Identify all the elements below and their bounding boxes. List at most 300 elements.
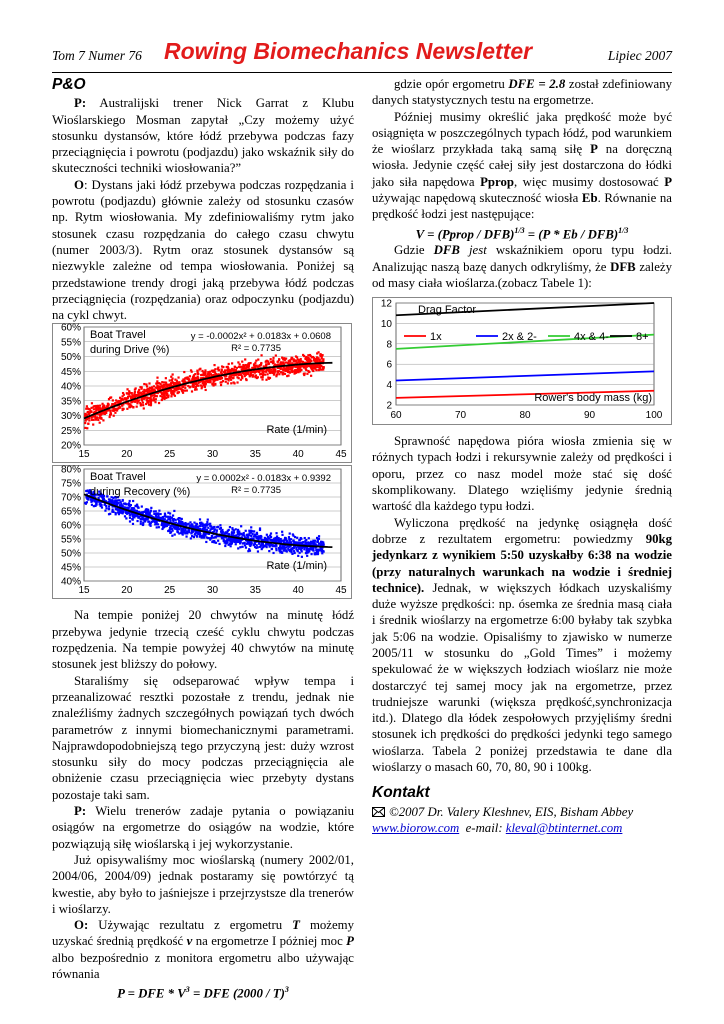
data-point bbox=[281, 534, 283, 536]
data-point bbox=[145, 509, 147, 511]
data-point bbox=[141, 388, 143, 390]
data-point bbox=[217, 526, 219, 528]
data-point bbox=[273, 362, 275, 364]
data-point bbox=[89, 410, 91, 412]
data-point bbox=[279, 546, 281, 548]
data-point bbox=[262, 372, 264, 374]
data-point bbox=[151, 387, 153, 389]
data-point bbox=[265, 379, 267, 381]
data-point bbox=[264, 374, 266, 376]
data-point bbox=[216, 530, 218, 532]
data-point bbox=[259, 365, 261, 367]
email-link[interactable]: kleval@btinternet.com bbox=[505, 820, 623, 835]
x-tick-label: 35 bbox=[249, 449, 261, 461]
data-point bbox=[88, 413, 90, 415]
data-point bbox=[251, 531, 253, 533]
data-point bbox=[139, 402, 141, 404]
data-point bbox=[260, 535, 262, 537]
data-point bbox=[200, 523, 202, 525]
data-point bbox=[104, 510, 106, 512]
data-point bbox=[191, 391, 193, 393]
data-point bbox=[99, 405, 101, 407]
data-point bbox=[138, 389, 140, 391]
data-point bbox=[222, 380, 224, 382]
data-point bbox=[254, 546, 256, 548]
data-point bbox=[242, 534, 244, 536]
y-tick-label: 25% bbox=[60, 426, 81, 438]
section-heading-qa: P&O bbox=[52, 76, 86, 93]
data-point bbox=[275, 550, 277, 552]
data-point bbox=[147, 402, 149, 404]
data-point bbox=[270, 359, 272, 361]
data-point bbox=[322, 366, 324, 368]
right-column bbox=[372, 76, 672, 836]
data-point bbox=[253, 531, 255, 533]
data-point bbox=[129, 500, 131, 502]
data-point bbox=[295, 356, 297, 358]
data-point bbox=[245, 364, 247, 366]
data-point bbox=[132, 508, 134, 510]
data-point bbox=[298, 548, 300, 550]
data-point bbox=[222, 531, 224, 533]
data-point bbox=[124, 503, 126, 505]
data-point bbox=[84, 427, 86, 429]
data-point bbox=[147, 511, 149, 513]
data-point bbox=[222, 366, 224, 368]
x-tick-label: 40 bbox=[292, 585, 304, 597]
data-point bbox=[299, 552, 301, 554]
data-point bbox=[113, 410, 115, 412]
data-point bbox=[285, 537, 287, 539]
data-point bbox=[201, 525, 203, 527]
website-link[interactable]: www.biorow.com bbox=[372, 820, 460, 835]
data-point bbox=[310, 375, 312, 377]
data-point bbox=[143, 398, 145, 400]
chart-title: Drag Factor bbox=[418, 304, 477, 317]
data-point bbox=[245, 530, 247, 532]
data-point bbox=[261, 379, 263, 381]
data-point bbox=[240, 379, 242, 381]
data-point bbox=[170, 396, 172, 398]
data-point bbox=[91, 504, 93, 506]
data-point bbox=[165, 391, 167, 393]
data-point bbox=[146, 397, 148, 399]
paragraph-boat-speed: Później musimy określić jaka prędkość może być osiągnięta w poszczególnych typach łódź, pod warunkiem że wioślarz przykłada taką samą siłę P na doręczną wiosła. Jedynie część całej siły jest dostarczona do łódki jako siła napędowa Pprop, więc musimy dostosować P używając napędową skuteczność wiosła Eb. Równanie na prędkość łodzi jest następujące: bbox=[372, 109, 673, 222]
data-point bbox=[156, 381, 158, 383]
data-point bbox=[291, 367, 293, 369]
data-point bbox=[245, 379, 247, 381]
data-point bbox=[169, 385, 171, 387]
y-tick-label: 4 bbox=[386, 380, 392, 392]
data-point bbox=[253, 367, 255, 369]
data-point bbox=[255, 360, 257, 362]
data-point bbox=[272, 357, 274, 359]
data-point bbox=[217, 540, 219, 542]
x-tick-label: 20 bbox=[121, 585, 133, 597]
data-point bbox=[184, 381, 186, 383]
data-point bbox=[174, 534, 176, 536]
data-point bbox=[256, 532, 258, 534]
data-point bbox=[253, 364, 255, 366]
data-point bbox=[309, 359, 311, 361]
data-point bbox=[143, 393, 145, 395]
chart-title-line1: Boat Travel bbox=[90, 471, 146, 484]
data-point bbox=[113, 403, 115, 405]
data-point bbox=[275, 533, 277, 535]
data-point bbox=[278, 364, 280, 366]
data-point bbox=[195, 526, 197, 528]
data-point bbox=[183, 379, 185, 381]
data-point bbox=[244, 359, 246, 361]
y-tick-label: 6 bbox=[386, 359, 392, 371]
data-point bbox=[257, 366, 259, 368]
data-point bbox=[245, 374, 247, 376]
data-point bbox=[247, 536, 249, 538]
data-point bbox=[221, 377, 223, 379]
data-point bbox=[297, 371, 299, 373]
data-point bbox=[156, 377, 158, 379]
data-point bbox=[273, 374, 275, 376]
data-point bbox=[295, 366, 297, 368]
r-squared: R² = 0.7735 bbox=[231, 343, 281, 355]
data-point bbox=[281, 552, 283, 554]
data-point bbox=[213, 531, 215, 533]
data-point bbox=[176, 531, 178, 533]
x-axis-label: Rate (1/min) bbox=[266, 424, 327, 437]
data-point bbox=[252, 375, 254, 377]
data-point bbox=[286, 551, 288, 553]
data-point bbox=[144, 521, 146, 523]
data-point bbox=[126, 408, 128, 410]
data-point bbox=[220, 384, 222, 386]
data-point bbox=[243, 532, 245, 534]
data-point bbox=[105, 412, 107, 414]
data-point bbox=[322, 551, 324, 553]
data-point bbox=[150, 402, 152, 404]
data-point bbox=[306, 555, 308, 557]
data-point bbox=[185, 536, 187, 538]
data-point bbox=[114, 500, 116, 502]
data-point bbox=[249, 376, 251, 378]
data-point bbox=[161, 523, 163, 525]
data-point bbox=[254, 543, 256, 545]
data-point bbox=[185, 377, 187, 379]
data-point bbox=[88, 420, 90, 422]
data-point bbox=[129, 517, 131, 519]
data-point bbox=[320, 365, 322, 367]
data-point bbox=[308, 538, 310, 540]
data-point bbox=[308, 371, 310, 373]
data-point bbox=[304, 373, 306, 375]
data-point bbox=[142, 405, 144, 407]
data-point bbox=[301, 556, 303, 558]
data-point bbox=[312, 370, 314, 372]
data-point bbox=[215, 373, 217, 375]
data-point bbox=[242, 364, 244, 366]
data-point bbox=[219, 525, 221, 527]
data-point bbox=[228, 363, 230, 365]
data-point bbox=[277, 361, 279, 363]
data-point bbox=[271, 548, 273, 550]
x-axis-label: Rate (1/min) bbox=[266, 560, 327, 573]
data-point bbox=[300, 537, 302, 539]
data-point bbox=[165, 378, 167, 380]
data-point bbox=[92, 416, 94, 418]
data-point bbox=[155, 399, 157, 401]
data-point bbox=[107, 403, 109, 405]
data-point bbox=[322, 359, 324, 361]
data-point bbox=[169, 530, 171, 532]
data-point bbox=[296, 537, 298, 539]
data-point bbox=[259, 528, 261, 530]
data-point bbox=[241, 369, 243, 371]
data-point bbox=[261, 548, 263, 550]
data-point bbox=[256, 536, 258, 538]
data-point bbox=[262, 374, 264, 376]
data-point bbox=[233, 382, 235, 384]
data-point bbox=[134, 389, 136, 391]
y-tick-label: 40% bbox=[60, 576, 81, 588]
data-point bbox=[290, 359, 292, 361]
data-point bbox=[167, 396, 169, 398]
data-point bbox=[237, 548, 239, 550]
data-point bbox=[317, 549, 319, 551]
data-point bbox=[122, 505, 124, 507]
data-point bbox=[134, 505, 136, 507]
data-point bbox=[234, 374, 236, 376]
data-point bbox=[250, 535, 252, 537]
data-point bbox=[164, 513, 166, 515]
data-point bbox=[204, 381, 206, 383]
data-point bbox=[123, 394, 125, 396]
data-point bbox=[317, 551, 319, 553]
data-point bbox=[302, 354, 304, 356]
data-point bbox=[93, 506, 95, 508]
data-point bbox=[305, 369, 307, 371]
data-point bbox=[266, 546, 268, 548]
data-point bbox=[289, 539, 291, 541]
recovery-travel-scatter-chart bbox=[52, 465, 352, 599]
data-point bbox=[152, 521, 154, 523]
data-point bbox=[232, 541, 234, 543]
y-tick-label: 40% bbox=[60, 381, 81, 393]
data-point bbox=[145, 518, 147, 520]
left-column bbox=[52, 76, 354, 1002]
data-point bbox=[171, 530, 173, 532]
data-point bbox=[288, 546, 290, 548]
data-point bbox=[188, 379, 190, 381]
data-point bbox=[213, 526, 215, 528]
data-point bbox=[278, 359, 280, 361]
data-point bbox=[305, 356, 307, 358]
data-point bbox=[194, 533, 196, 535]
data-point bbox=[155, 383, 157, 385]
data-point bbox=[304, 540, 306, 542]
data-point bbox=[86, 406, 88, 408]
data-point bbox=[287, 367, 289, 369]
data-point bbox=[136, 520, 138, 522]
data-point bbox=[112, 400, 114, 402]
data-point bbox=[158, 510, 160, 512]
data-point bbox=[126, 393, 128, 395]
data-point bbox=[169, 380, 171, 382]
x-tick-label: 100 bbox=[645, 410, 663, 422]
data-point bbox=[216, 536, 218, 538]
data-point bbox=[250, 527, 252, 529]
data-point bbox=[236, 382, 238, 384]
data-point bbox=[164, 382, 166, 384]
data-point bbox=[155, 511, 157, 513]
data-point bbox=[238, 378, 240, 380]
data-point bbox=[240, 526, 242, 528]
x-tick-label: 30 bbox=[206, 585, 219, 597]
data-point bbox=[150, 507, 152, 509]
data-point bbox=[275, 355, 277, 357]
data-point bbox=[183, 371, 185, 373]
data-point bbox=[281, 531, 283, 533]
data-point bbox=[93, 409, 95, 411]
data-point bbox=[270, 536, 272, 538]
paragraph-dfb: Gdzie DFB jest wskaźnikiem oporu typu łodzi. Analizując naszą bazę danych odkryliśmy, że DFB zależy od masy ciała wioślarza.(zobacz Tabele 1): bbox=[372, 243, 672, 290]
data-point bbox=[160, 386, 162, 388]
data-point bbox=[142, 518, 144, 520]
data-point bbox=[226, 378, 228, 380]
data-point bbox=[292, 535, 294, 537]
data-point bbox=[318, 369, 320, 371]
drive-travel-scatter-chart bbox=[52, 323, 352, 463]
data-point bbox=[156, 527, 158, 529]
data-point bbox=[288, 361, 290, 363]
data-point bbox=[153, 397, 155, 399]
data-point bbox=[209, 539, 211, 541]
data-point bbox=[293, 360, 295, 362]
data-point bbox=[238, 534, 240, 536]
data-point bbox=[191, 530, 193, 532]
data-point bbox=[112, 511, 114, 513]
data-point bbox=[316, 359, 318, 361]
question-2: P: Wielu trenerów zadaje pytania o powiązaniu osiągów na ergometrze do osiągów na wodzie, które pozwiązują siłę wioślarską i jej wykorzystanie. bbox=[52, 804, 354, 851]
data-point bbox=[304, 537, 306, 539]
data-point bbox=[158, 402, 160, 404]
data-point bbox=[150, 510, 152, 512]
trend-equation: y = -0.0002x² + 0.0183x + 0.0608 bbox=[190, 331, 331, 343]
data-point bbox=[177, 377, 179, 379]
data-point bbox=[264, 371, 266, 373]
data-point bbox=[232, 377, 234, 379]
data-point bbox=[272, 371, 274, 373]
data-point bbox=[272, 552, 274, 554]
data-point bbox=[184, 387, 186, 389]
data-point bbox=[129, 407, 131, 409]
data-point bbox=[164, 519, 166, 521]
data-point bbox=[197, 372, 199, 374]
data-point bbox=[231, 533, 233, 535]
y-tick-label: 2 bbox=[386, 400, 392, 412]
paragraph-rate: Na tempie poniżej 20 chwytów na minutę łódź przebywa jedynie trzecią cześć cyklu chwytu podczas rozpędzenia. Na tempie powyżej 40 chwytów na minutę stosunek jest bliższy do połowy. bbox=[52, 608, 354, 672]
data-point bbox=[127, 396, 129, 398]
data-point bbox=[91, 403, 93, 405]
data-point bbox=[154, 402, 156, 404]
data-point bbox=[320, 542, 322, 544]
data-point bbox=[129, 404, 131, 406]
data-point bbox=[134, 395, 136, 397]
data-point bbox=[143, 408, 145, 410]
data-point bbox=[116, 402, 118, 404]
data-point bbox=[102, 420, 104, 422]
data-point bbox=[181, 380, 183, 382]
data-point bbox=[201, 374, 203, 376]
data-point bbox=[249, 542, 251, 544]
data-point bbox=[224, 545, 226, 547]
data-point bbox=[131, 392, 133, 394]
x-tick-label: 20 bbox=[121, 449, 133, 461]
data-point bbox=[230, 370, 232, 372]
data-point bbox=[223, 540, 225, 542]
data-point bbox=[158, 517, 160, 519]
data-point bbox=[249, 362, 251, 364]
data-point bbox=[238, 366, 240, 368]
data-point bbox=[109, 513, 111, 515]
chart-title-line2: during Recovery (%) bbox=[90, 486, 191, 499]
data-point bbox=[198, 369, 200, 371]
data-point bbox=[225, 543, 227, 545]
paragraph-residuals: Staraliśmy się odseparować wpływ tempa i przeanalizować resztki pozostałe z trendu, jednak nie znaleźliśmy żadnych szczegółnych powiązań tych dwóch parametrów z innymi biomechanicznymi parametrami. Najprawdopodobniejszą tego przyczyną jest: duży wzrost stosunku siły do mocy podczas przeciągnięcia ale obniżenie czasu przeciągnięcia wiec przebyty dystans pozostaje taki sam. bbox=[52, 673, 354, 802]
data-point bbox=[132, 500, 134, 502]
data-point bbox=[293, 548, 295, 550]
data-point bbox=[231, 375, 233, 377]
data-point bbox=[265, 361, 267, 363]
data-point bbox=[180, 521, 182, 523]
data-point bbox=[163, 516, 165, 518]
data-point bbox=[140, 521, 142, 523]
data-point bbox=[300, 361, 302, 363]
data-point bbox=[100, 414, 102, 416]
data-point bbox=[305, 358, 307, 360]
data-point bbox=[273, 538, 275, 540]
data-point bbox=[226, 532, 228, 534]
data-point bbox=[172, 515, 174, 517]
data-point bbox=[297, 555, 299, 557]
data-point bbox=[108, 398, 110, 400]
data-point bbox=[247, 372, 249, 374]
data-point bbox=[108, 508, 110, 510]
data-point bbox=[260, 362, 262, 364]
data-point bbox=[214, 369, 216, 371]
data-point bbox=[207, 519, 209, 521]
y-tick-label: 8 bbox=[386, 339, 392, 351]
data-point bbox=[260, 545, 262, 547]
data-point bbox=[211, 370, 213, 372]
data-point bbox=[115, 509, 117, 511]
data-point bbox=[193, 522, 195, 524]
x-tick-label: 15 bbox=[78, 585, 90, 597]
data-point bbox=[118, 509, 120, 511]
data-point bbox=[117, 500, 119, 502]
data-point bbox=[289, 533, 291, 535]
data-point bbox=[160, 513, 162, 515]
data-point bbox=[279, 549, 281, 551]
data-point bbox=[235, 541, 237, 543]
data-point bbox=[142, 402, 144, 404]
data-point bbox=[137, 507, 139, 509]
data-point bbox=[261, 539, 263, 541]
data-point bbox=[206, 521, 208, 523]
data-point bbox=[161, 517, 163, 519]
data-point bbox=[261, 543, 263, 545]
data-point bbox=[146, 386, 148, 388]
data-point bbox=[221, 538, 223, 540]
data-point bbox=[163, 385, 165, 387]
